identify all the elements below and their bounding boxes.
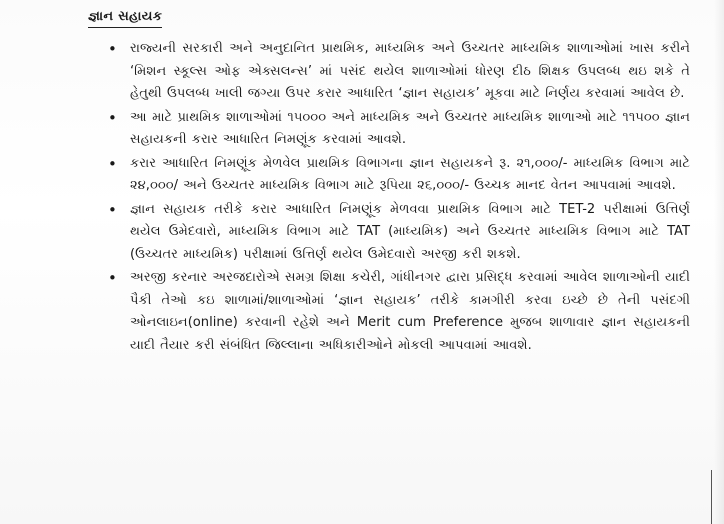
list-item — [108, 153, 690, 198]
list-item-text: અરજી કરનાર અરજદારોએ સમગ્ર શિક્ષા કચેરી, ગાંધીનગર દ્વારા પ્રસિદ્ધ કરવામાં આવેલ શાળાઓની યાદી પૈકી તેઓ કઇ શાળામાં/શાળાઓમાં ‘જ્ઞાન સહાયક’ તરીકે કામગીરી કરવા ઇચ્છે છે તેની પસંદગી ઓનલાઇન(online) કરવાની રહેશે અને Merit cum Preference મુજબ શાળાવાર જ્ઞાન સહાયકની યાદી તૈયાર કરી સંબંધિત જિલ્લાના અધિકારીઓને મોકલી આપવામાં આવશે. — [130, 270, 690, 353]
bullet-icon: • — [108, 269, 117, 287]
section-heading: જ્ઞાન સહાયક — [88, 9, 162, 28]
bullet-icon: • — [108, 154, 117, 173]
bullet-icon: • — [108, 108, 117, 127]
list-item — [108, 107, 690, 152]
list-item-text: રાજ્યની સરકારી અને અનુદાનિત પ્રાથમિક, માધ્યમિક અને ઉચ્ચતર માધ્યમિક શાળાઓમાં ખાસ કરીને ‘મિશન સ્કૂલ્સ ઓફ એક્સલન્સ’ માં પસંદ થયેલ શાળાઓમાં ધોરણ દીઠ શિક્ષક ઉપલબ્ધ થઇ શકે તે હેતુથી ઉપલબ્ધ ખાલી જગ્યા ઉપર કરાર આધારિત ‘જ્ઞાન સહાયક’ મૂકવા માટે નિર્ણય કરવામાં આવેલ છે. — [130, 41, 690, 101]
list-item — [108, 199, 690, 267]
list-item — [108, 267, 690, 357]
bullet-icon: • — [108, 40, 117, 58]
page-edge-shadow — [714, 0, 724, 524]
list-item — [108, 38, 690, 106]
list-item-text: જ્ઞાન સહાયક તરીકે કરાર આધારિત નિમણૂંક મેળવવા પ્રાથમિક વિભાગ માટે TET-2 પરીક્ષામાં ઉત્તિર્ણ થયેલ ઉમેદવારો, માધ્યમિક વિભાગ માટે TAT (માધ્યમિક) અને ઉચ્ચતર માધ્યમિક વિભાગ માટે TAT (ઉચ્ચતર માધ્યમિક) પરીક્ષામાં ઉત્તિર્ણ થયેલ ઉમેદવારો અરજી કરી શકશે. — [130, 201, 690, 262]
list-item-text: આ માટે પ્રાથમિક શાળાઓમાં ૧૫૦૦૦ અને માધ્યમિક અને ઉચ્ચતર માધ્યમિક શાળાઓ માટે ૧૧૫૦૦ જ્ઞાન સહાયકની કરાર આધારિત નિમણૂંક કરવામાં આવશે. — [130, 109, 690, 147]
bullet-icon: • — [108, 200, 117, 219]
list-item-text: કરાર આધારિત નિમણૂંક મેળવેલ પ્રાથમિક વિભાગના જ્ઞાન સહાયકને રૂ. ૨૧,૦૦૦/- માધ્યમિક વિભાગ માટે ૨૪,૦૦૦/ અને ઉચ્ચતર માધ્યમિક વિભાગ માટે રૂપિયા ૨૬,૦૦૦/- ઉચ્ચક માનદ વેતન આપવામાં આવશે. — [130, 155, 690, 193]
page-edge-line — [711, 470, 712, 524]
bullet-list — [108, 38, 690, 358]
